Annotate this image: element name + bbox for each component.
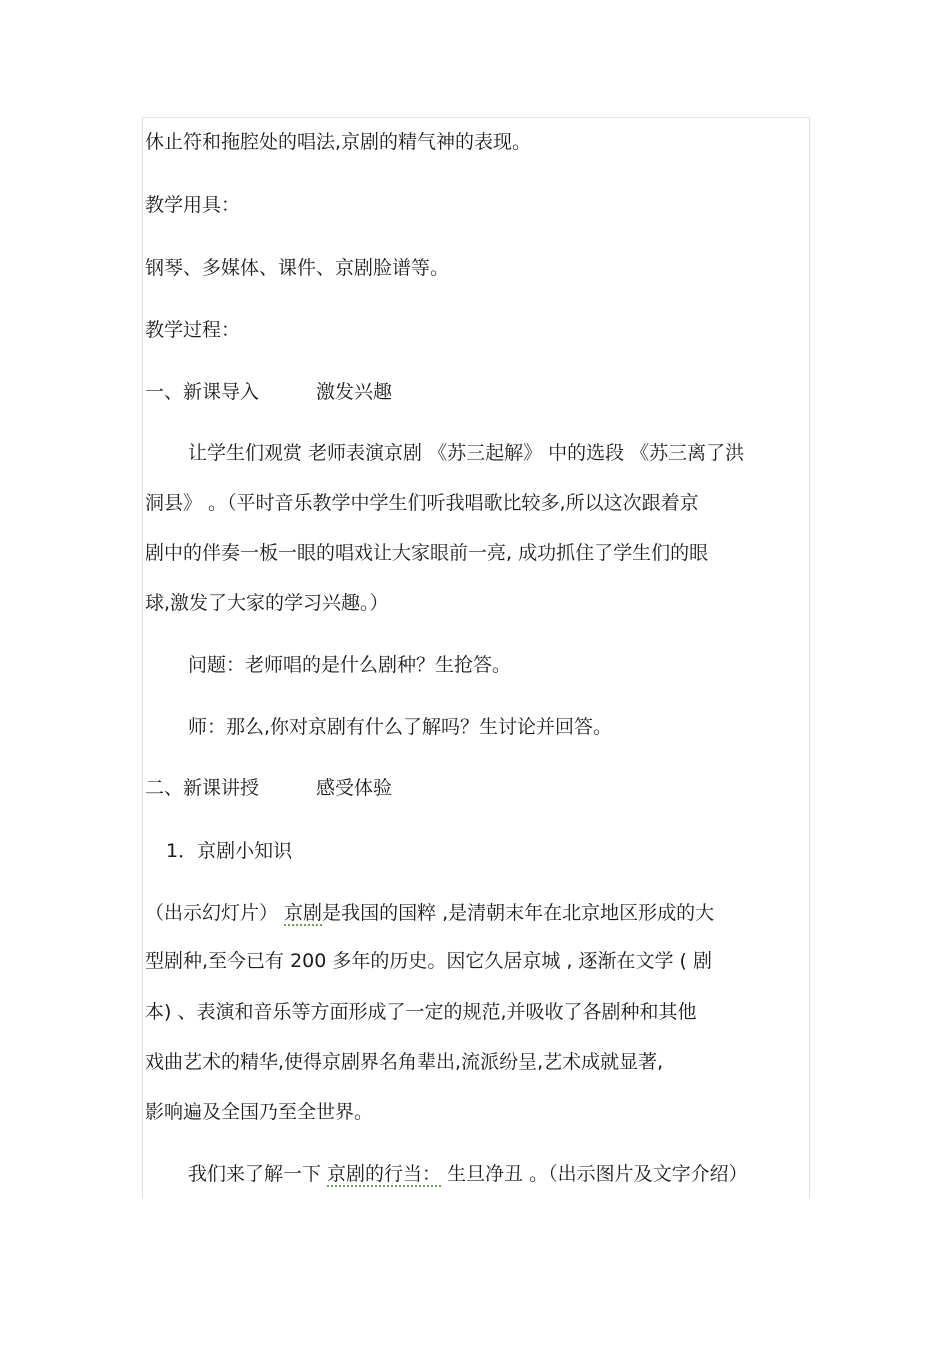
section-heading-1: 一、新课导入 激发兴趣 <box>145 381 393 403</box>
heading-tools: 教学用具： <box>145 194 241 216</box>
paragraph-line: 戏曲艺术的精华,使得京剧界名角辈出,流派纷呈,艺术成就显著, <box>145 1051 664 1073</box>
text-span: 是我国的国粹 ,是清朝末年在北京地区形成的大 <box>322 902 715 924</box>
section-heading-2: 二、新课讲授 感受体验 <box>145 777 393 799</box>
spellcheck-text: 京剧 <box>284 902 323 924</box>
text-span: 生旦净丑 。（出示图片及文字介绍） <box>441 1163 748 1185</box>
spellcheck-text: 京剧的行当： <box>327 1163 442 1185</box>
paragraph-line: 剧中的伴奏一板一眼的唱戏让大家眼前一亮, 成功抓住了学生们的眼 <box>145 542 709 564</box>
text-line: 休止符和拖腔处的唱法,京剧的精气神的表现。 <box>145 131 532 153</box>
question-line: 问题：老师唱的是什么剧种？生抢答。 <box>188 654 512 676</box>
paragraph-line: 影响遍及全国乃至全世界。 <box>145 1101 374 1123</box>
text-span: （出示幻灯片） <box>145 902 285 924</box>
paragraph-line: 球,激发了大家的学习兴趣。） <box>145 592 389 614</box>
paragraph-line: 洞县》 。（平时音乐教学中学生们听我唱歌比较多,所以这次跟着京 <box>145 492 699 514</box>
paragraph-line: 本) 、表演和音乐等方面形成了一定的规范,并吸收了各剧种和其他 <box>145 1001 697 1023</box>
text-line: 钢琴、多媒体、课件、京剧脸谱等。 <box>145 257 450 279</box>
paragraph-line <box>188 1162 748 1186</box>
paragraph-line: 型剧种,至今已有 200 多年的历史。因它久居京城 , 逐渐在文学 ( 剧 <box>145 950 712 972</box>
paragraph-line <box>145 901 714 925</box>
text-span: 我们来了解一下 <box>188 1163 328 1185</box>
heading-process: 教学过程： <box>145 319 241 341</box>
paragraph-line: 让学生们观赏 老师表演京剧 《苏三起解》 中的选段 《苏三离了洪 <box>188 442 745 464</box>
numbered-heading: 1．京剧小知识 <box>166 840 293 862</box>
question-line: 师：那么,你对京剧有什么了解吗？生讨论并回答。 <box>188 716 613 738</box>
